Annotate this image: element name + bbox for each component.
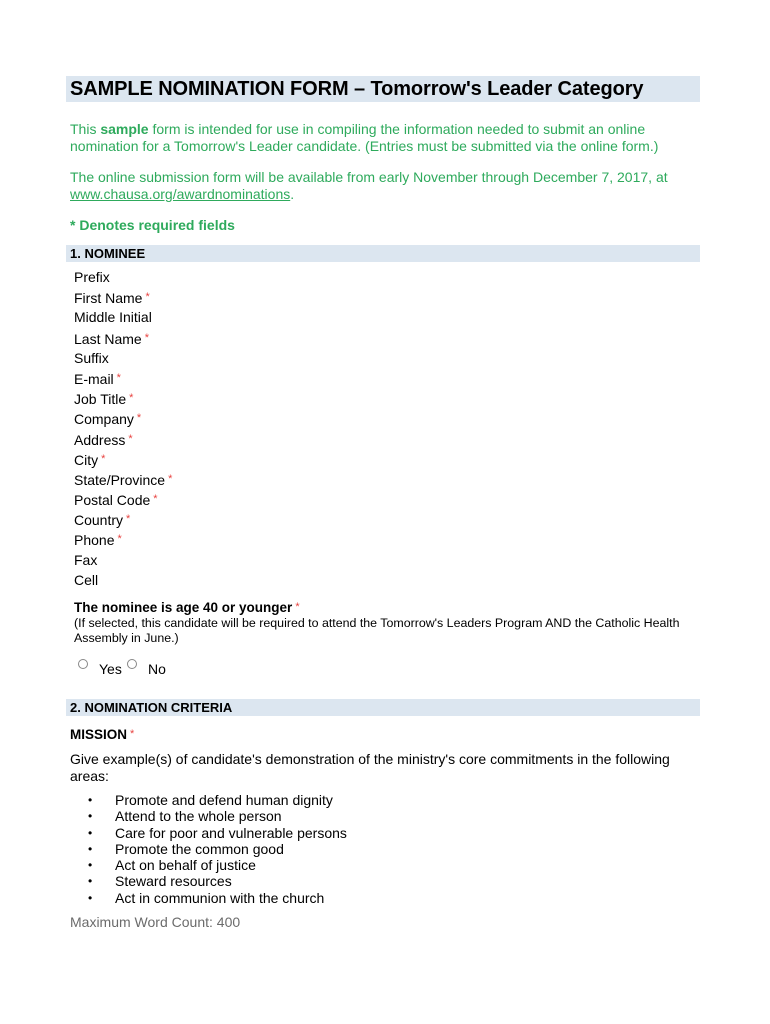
core-commitment-item [88,890,347,906]
mission-heading [70,727,134,742]
bullet-icon: • [88,825,93,840]
intro-p2-post: . [290,185,295,202]
age-question-label: The nominee is age 40 or younger [74,600,293,615]
bullet-icon: • [88,890,93,905]
nominee-field-label [74,288,172,308]
bullet-icon: • [88,874,93,889]
core-commitments-list [88,792,347,906]
section-nominee-header [66,245,700,262]
field-label-text: Cell [74,571,99,588]
yes-radio-label: Yes [99,661,122,677]
section-criteria-title: 2. NOMINATION CRITERIA [70,700,233,715]
core-commitment-item [88,825,347,841]
nominee-field-label [74,490,172,510]
required-marker: * [116,371,121,384]
nominee-field-label [74,551,172,571]
core-commitment-text: Attend to the whole person [115,808,282,825]
yes-radio[interactable] [78,659,88,669]
core-commitment-text: Care for poor and vulnerable persons [115,824,347,841]
award-nominations-link[interactable]: www.chausa.org/awardnominations [70,185,291,202]
core-commitment-text: Act on behalf of justice [115,857,256,874]
field-label-text: State/Province [74,471,166,488]
core-commitment-text: Promote the common good [115,840,284,857]
nominee-field-label [74,530,172,550]
field-label-text: Fax [74,551,98,568]
required-marker: * [128,432,133,445]
required-marker: * [129,392,134,405]
age-question-note: (If selected, this candidate will be required to attend the Tomorrow's Leaders Program AND the Catholic Health Assembly in June.) [74,616,680,645]
required-marker: * [145,291,150,304]
intro-p1-post: form is intended for use in compiling the information needed to submit an online nomination for a Tomorrow's Leader candidate. (Entries must be submitted via the online form.) [70,121,659,154]
field-label-text: Middle Initial [74,309,152,326]
mission-label: MISSION [70,727,128,742]
bullet-icon: • [88,841,93,856]
page-title: SAMPLE NOMINATION FORM – Tomorrow's Leader Category [70,78,644,100]
required-marker: * [117,533,122,546]
core-commitment-text: Promote and defend human dignity [115,792,333,808]
core-commitment-item [88,841,347,857]
section-criteria-header [66,699,700,716]
field-label-text: First Name [74,290,143,307]
field-label-text: Company [74,411,134,428]
nominee-field-label [74,329,172,349]
field-label-text: Country [74,512,124,529]
nominee-field-label [74,308,172,328]
field-label-text: Address [74,431,126,448]
field-label-text: Prefix [74,269,110,285]
core-commitment-item [88,792,347,808]
age-question [74,600,300,615]
required-marker: * [126,513,131,526]
mission-instructions: Give example(s) of candidate's demonstration of the ministry's core commitments in the following areas: [70,751,670,784]
required-fields-note: * Denotes required fields [70,217,235,233]
no-radio[interactable] [127,659,137,669]
required-marker: * [101,452,106,465]
nominee-field-label [74,571,172,591]
nominee-field-label [74,430,172,450]
word-count-limit: Maximum Word Count: 400 [70,914,241,930]
required-marker: * [168,472,173,485]
intro-p2-pre: The online submission form will be available from early November through December 7, 2017, at [70,169,668,185]
nominee-field-label [74,450,172,470]
field-label-text: E-mail [74,370,114,387]
field-label-text: Suffix [74,349,109,366]
intro-p1-pre: This [70,121,101,137]
field-label-text: Postal Code [74,492,151,509]
nominee-field-label [74,369,172,389]
nominee-field-label [74,268,172,288]
intro-text [70,121,690,202]
intro-p1-bold: sample [100,121,149,137]
core-commitment-text: Steward resources [115,873,232,890]
section-nominee-title: 1. NOMINEE [70,246,146,261]
required-marker: * [144,331,149,344]
core-commitment-item [88,857,347,873]
core-commitment-item [88,808,347,824]
intro-paragraph-2 [70,169,690,202]
required-marker: * [130,728,135,740]
nominee-field-label [74,510,172,530]
field-label-text: Phone [74,532,115,549]
nominee-field-label [74,409,172,429]
intro-paragraph-1 [70,121,690,154]
bullet-icon: • [88,809,93,824]
bullet-icon: • [88,793,93,807]
bullet-icon: • [88,858,93,873]
nominee-field-label [74,349,172,369]
core-commitment-item [88,873,347,889]
nominee-field-list [74,268,172,591]
field-label-text: Job Title [74,391,127,408]
field-label-text: City [74,451,99,468]
core-commitment-text: Act in communion with the church [115,889,325,906]
field-label-text: Last Name [74,330,142,347]
no-radio-label: No [148,661,166,677]
required-marker: * [136,412,142,425]
required-marker: * [295,601,300,613]
nominee-field-label [74,389,172,409]
nominee-field-label [74,470,172,490]
required-marker: * [153,493,158,506]
